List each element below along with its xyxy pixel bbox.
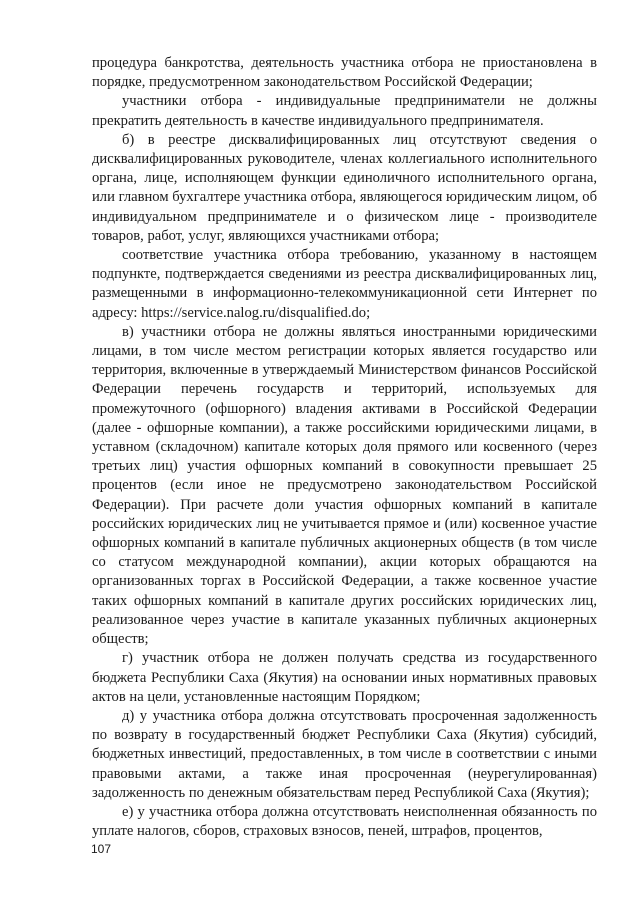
paragraph-bankruptcy: процедура банкротства, деятельность участника отбора не приостановлена в порядке, предусмотренном законодательством Российской Федерации; bbox=[92, 55, 597, 91]
document-body bbox=[92, 54, 597, 841]
paragraph-e-tax-obligations: е) у участника отбора должна отсутствовать неисполненная обязанность по уплате налогов, сборов, страховых взносов, пеней, штрафов, процентов, bbox=[92, 803, 597, 840]
paragraph-entrepreneurs: участники отбора - индивидуальные предприниматели не должны прекратить деятельность в качестве индивидуального предпринимателя. bbox=[92, 93, 597, 129]
paragraph-g-budget-funds: г) участник отбора не должен получать средства из государственного бюджета Республики Саха (Якутия) на основании иных нормативных правовых актов на цели, установленные настоящим Порядком; bbox=[92, 650, 597, 705]
paragraph-compliance-confirmation: соответствие участника отбора требованию, указанному в настоящем подпункте, подтверждается сведениями из реестра дисквалифицированных лиц, размещенными в информационно-телекоммуникационной сети Интернет по адресу: https://service.nalog.ru/disqualified.do; bbox=[92, 247, 597, 321]
paragraph-b-disqualified-registry: б) в реестре дисквалифицированных лиц отсутствуют сведения о дисквалифицированных руководителе, членах коллегиального исполнительного органа, лице, исполняющем функции единоличного исполнительного органа, или главном бухгалтере участника отбора, являющегося юридическим лицом, об индивидуальном предпринимателе и о физическом лице - производителе товаров, работ, услуг, являющихся участниками отбора; bbox=[92, 131, 597, 244]
paragraph-v-offshore: в) участники отбора не должны являться иностранными юридическими лицами, в том числе местом регистрации которых является государство или территория, включенные в утверждаемый Министерством финансов Российской Федерации перечень государств и территорий, используемых для промежуточного (офшорного) владения активами в Российской Федерации (далее - офшорные компании), а также российскими юридическими лицами, в уставном (складочном) капитале которых доля прямого или косвенного (через третьих лиц) участия офшорных компаний в совокупности превышает 25 процентов (если иное не предусмотрено законодательством Российской Федерации). При расчете доли участия офшорных компаний в капитале российских юридических лиц не учитывается прямое и (или) косвенное участие офшорных компаний в капитале публичных акционерных обществ (в том числе со статусом международной компании), акции которых обращаются на организованных торгах в Российской Федерации, а также косвенное участие таких офшорных компаний в капитале других российских юридических лиц, реализованное через участие в капитале указанных публичных акционерных обществ; bbox=[92, 323, 597, 648]
page-number: 107 bbox=[91, 842, 112, 856]
paragraph-d-overdue-debt: д) у участника отбора должна отсутствовать просроченная задолженность по возврату в государственный бюджет Республики Саха (Якутия) субсидий, бюджетных инвестиций, предоставленных, в том числе в соответствии с иными правовыми актами, а также иная просроченная (неурегулированная) задолженность по денежным обязательствам перед Республикой Саха (Якутия); bbox=[92, 707, 597, 801]
